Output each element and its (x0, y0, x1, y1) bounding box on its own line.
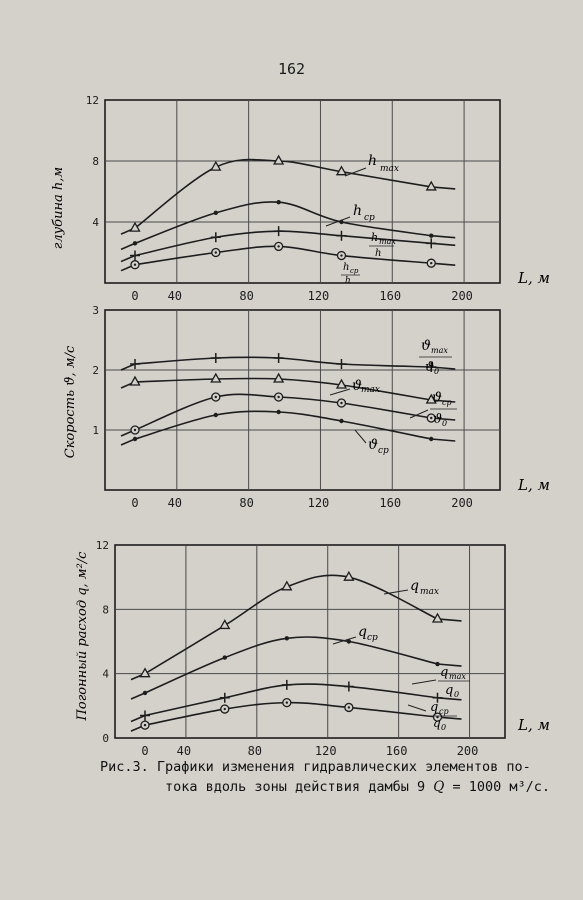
series-line (121, 202, 455, 249)
legend-h-cp (326, 203, 375, 226)
marker-center (340, 254, 342, 256)
figure-caption (100, 757, 570, 797)
data-point (211, 374, 220, 382)
y-tick-label: 12 (95, 539, 109, 552)
data-point (214, 413, 218, 417)
y-tick-label: 0 (102, 732, 109, 745)
data-point (214, 211, 218, 215)
x-tick-label: 120 (307, 289, 330, 303)
xlabel-discharge: L, м (518, 716, 550, 734)
data-point (131, 223, 140, 231)
caption-text: тока вдоль зоны действия дамбы 9 (165, 779, 426, 795)
marker-center (134, 429, 136, 431)
xlabel-depth: L, м (518, 269, 550, 287)
grid-depth (86, 94, 500, 303)
svg-text:h: h (371, 231, 379, 244)
svg-text:cp: cp (364, 213, 375, 223)
svg-text:h: h (343, 262, 350, 273)
series-line (121, 357, 455, 370)
series-line (121, 378, 455, 402)
x-tick-label: 120 (307, 496, 330, 510)
caption-q-symbol: Q (433, 779, 445, 795)
marker-center (224, 708, 226, 710)
marker-center (215, 251, 217, 253)
marker-center (277, 396, 279, 398)
data-point (336, 231, 346, 241)
svg-text:max: max (361, 385, 380, 395)
caption-q-value: = 1000 м³/с. (452, 779, 550, 795)
data-point (285, 636, 289, 640)
svg-text:q: q (358, 624, 367, 640)
svg-text:cp: cp (439, 707, 449, 716)
svg-text:max: max (380, 164, 399, 174)
x-tick-label: 40 (167, 289, 183, 303)
series-line (131, 637, 462, 699)
data-point (130, 251, 140, 261)
svg-text:cp: cp (378, 446, 389, 456)
marker-center (286, 701, 288, 703)
svg-text:ϑ: ϑ (433, 412, 443, 427)
data-point (339, 419, 343, 423)
x-tick-label: 0 (131, 289, 139, 303)
data-point (140, 710, 150, 720)
data-point (344, 682, 354, 692)
data-point (211, 353, 221, 363)
x-tick-label: 160 (379, 496, 402, 510)
data-point (274, 226, 284, 236)
marker-center (144, 724, 146, 726)
svg-text:q: q (440, 665, 449, 680)
legend-h-max (345, 153, 399, 176)
svg-text:q: q (430, 700, 439, 715)
svg-text:ϑ: ϑ (368, 437, 379, 453)
svg-text:max: max (420, 587, 439, 597)
data-point (274, 353, 284, 363)
x-tick-label: 200 (451, 289, 473, 303)
x-tick-label: 40 (176, 744, 192, 758)
data-point (223, 655, 227, 659)
data-point (336, 359, 346, 369)
ylabel-depth: глубина h,м (51, 166, 66, 250)
data-point (131, 377, 140, 385)
ylabel-discharge: Погонный расход q, м²/с (75, 551, 90, 721)
plot-frame (105, 100, 500, 283)
x-tick-label: 0 (131, 496, 139, 510)
chart-depth (51, 94, 550, 303)
legend-qcp-over-q0 (408, 700, 457, 732)
series-depth (121, 156, 455, 271)
caption-line-2 (100, 777, 570, 797)
legend-q-cp (333, 624, 378, 644)
svg-text:0: 0 (434, 367, 440, 376)
xlabel-velocity: L, м (518, 476, 550, 494)
svg-text:ϑ: ϑ (421, 338, 432, 354)
marker-center (215, 396, 217, 398)
grid-velocity (92, 304, 500, 510)
x-tick-label: 80 (239, 496, 254, 510)
data-point (133, 241, 137, 245)
data-point (274, 156, 283, 164)
svg-text:h: h (345, 276, 351, 286)
marker-center (277, 245, 279, 247)
data-point (429, 437, 433, 441)
y-tick-label: 2 (92, 364, 99, 377)
svg-text:max: max (379, 237, 396, 246)
x-tick-label: 160 (385, 744, 408, 758)
chart-discharge (75, 539, 550, 758)
caption-line-1: Рис.3. Графики изменения гидравлических элементов по- (100, 759, 531, 775)
marker-center (348, 706, 350, 708)
svg-text:ϑ: ϑ (425, 360, 435, 375)
series-line (121, 411, 455, 445)
svg-text:0: 0 (454, 690, 460, 699)
data-point (282, 680, 292, 690)
legend-vcp-over-v0 (410, 390, 457, 428)
y-tick-label: 3 (92, 304, 99, 317)
y-tick-label: 8 (102, 603, 109, 617)
series-line (121, 160, 455, 235)
y-tick-label: 1 (92, 424, 99, 437)
page-number: 162 (277, 60, 306, 78)
data-point (276, 200, 280, 204)
y-tick-label: 12 (85, 94, 99, 107)
marker-center (430, 262, 432, 264)
data-point (130, 359, 140, 369)
data-point (133, 437, 137, 441)
svg-text:0: 0 (442, 419, 448, 428)
data-point (220, 693, 230, 703)
marker-center (340, 402, 342, 404)
legend-vcp (355, 430, 389, 456)
svg-text:cp: cp (350, 267, 359, 275)
data-point (276, 410, 280, 414)
svg-text:0: 0 (441, 723, 447, 732)
legend-qmax-over-q0 (412, 665, 470, 699)
svg-text:ϑ: ϑ (352, 378, 363, 394)
chart-velocity (63, 304, 550, 510)
data-point (429, 234, 433, 238)
marker-center (134, 264, 136, 266)
svg-text:max: max (449, 672, 466, 681)
svg-text:q: q (445, 683, 454, 698)
x-tick-label: 40 (167, 496, 183, 510)
x-tick-label: 200 (456, 744, 479, 758)
svg-text:ϑ: ϑ (432, 390, 443, 406)
data-point (220, 620, 229, 628)
x-tick-label: 0 (141, 744, 149, 758)
svg-text:q: q (410, 578, 419, 594)
series-line (121, 246, 455, 270)
series-discharge (131, 572, 462, 731)
x-tick-label: 200 (451, 496, 473, 510)
x-tick-label: 160 (379, 289, 402, 303)
x-tick-label: 80 (239, 289, 254, 303)
y-tick-label: 4 (102, 667, 109, 681)
data-point (143, 691, 147, 695)
data-point (274, 374, 283, 382)
x-tick-label: 120 (314, 744, 337, 758)
svg-text:h: h (353, 203, 363, 219)
svg-text:cp: cp (442, 398, 452, 407)
svg-text:h: h (368, 153, 378, 169)
ylabel-velocity: Скорость ϑ, м/с (63, 345, 78, 459)
y-tick-label: 4 (92, 216, 99, 229)
data-point (426, 238, 436, 248)
svg-text:h: h (375, 248, 382, 259)
svg-text:q: q (433, 716, 441, 730)
svg-text:cp: cp (367, 633, 378, 643)
series-velocity (121, 353, 455, 445)
svg-text:max: max (431, 346, 448, 355)
legend-q-max (384, 578, 439, 597)
y-tick-label: 8 (92, 155, 99, 168)
x-tick-label: 80 (247, 744, 263, 758)
data-point (211, 232, 221, 242)
